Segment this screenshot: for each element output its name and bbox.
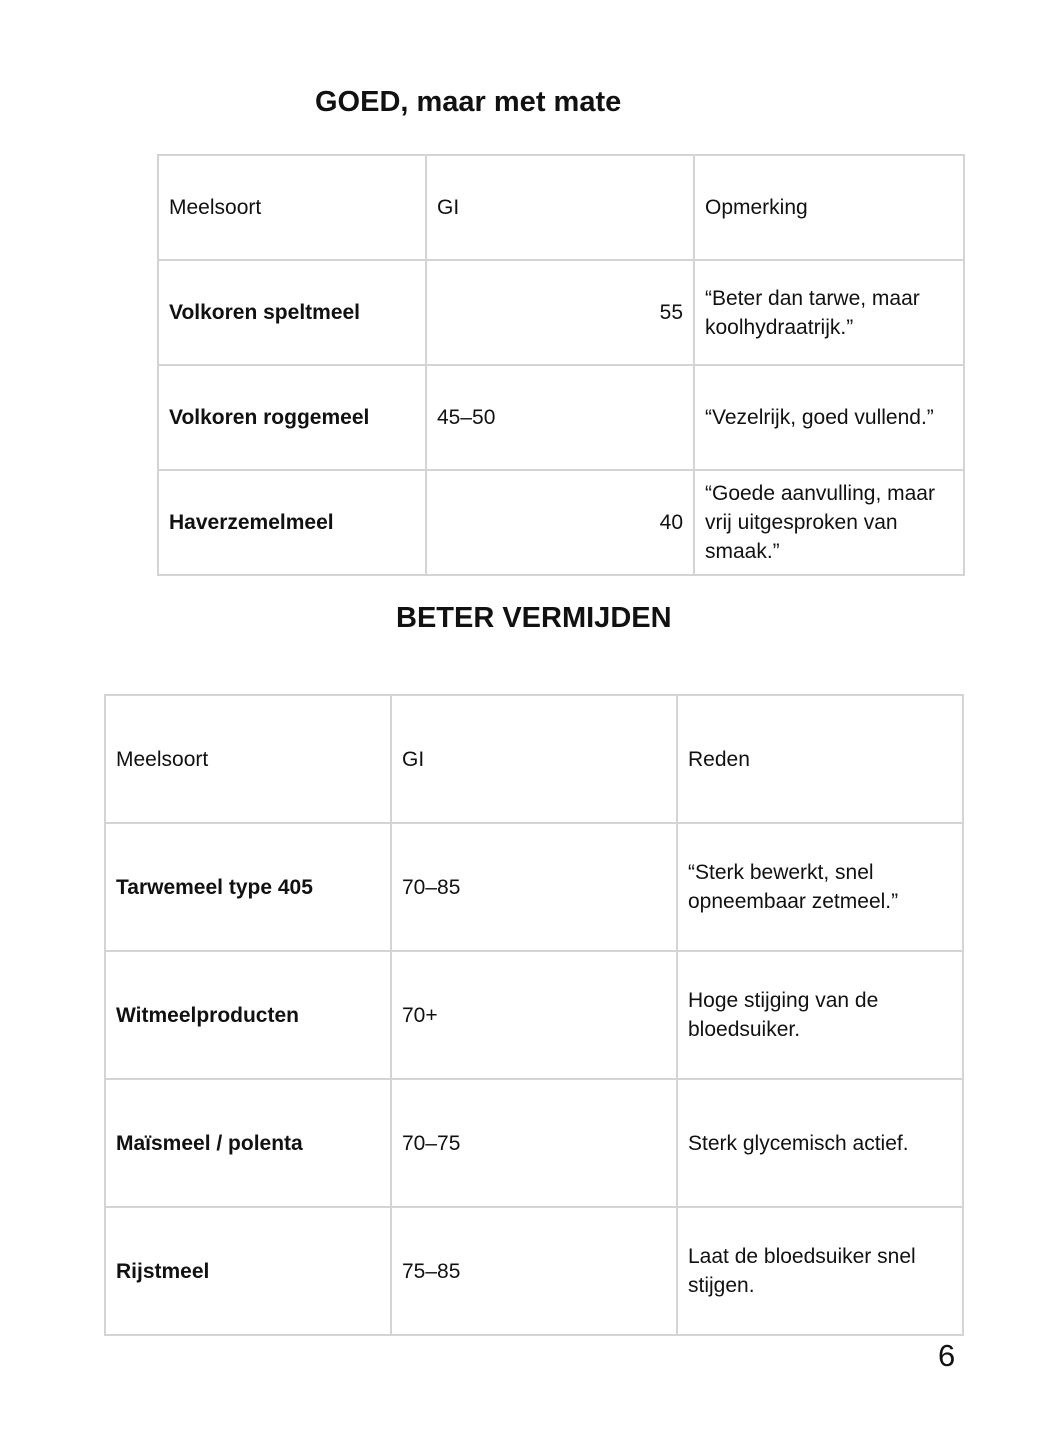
section-title-avoid: BETER VERMIJDEN xyxy=(396,602,672,634)
flour-name-cell: Volkoren speltmeel xyxy=(158,260,426,365)
table-header-row xyxy=(105,695,963,823)
reason-cell: Laat de bloedsuiker snel stijgen. xyxy=(677,1207,963,1335)
gi-cell: 55 xyxy=(426,260,694,365)
column-header-gi: GI xyxy=(426,155,694,260)
column-header-flour-type: Meelsoort xyxy=(158,155,426,260)
table-row xyxy=(158,260,964,365)
gi-cell: 40 xyxy=(426,470,694,575)
note-cell: “Beter dan tarwe, maar koolhydraatrijk.” xyxy=(694,260,964,365)
reason-cell: Sterk glycemisch actief. xyxy=(677,1079,963,1207)
table-row xyxy=(105,951,963,1079)
column-header-note: Opmerking xyxy=(694,155,964,260)
table-row xyxy=(158,365,964,470)
good-flour-table xyxy=(157,154,965,576)
gi-cell: 70–85 xyxy=(391,823,677,951)
column-header-flour-type: Meelsoort xyxy=(105,695,391,823)
column-header-reason: Reden xyxy=(677,695,963,823)
flour-name-cell: Volkoren roggemeel xyxy=(158,365,426,470)
gi-cell: 70+ xyxy=(391,951,677,1079)
flour-name-cell: Witmeelproducten xyxy=(105,951,391,1079)
page-number: 6 xyxy=(938,1338,956,1373)
gi-cell: 70–75 xyxy=(391,1079,677,1207)
table-row xyxy=(105,1079,963,1207)
note-cell: “Vezelrijk, goed vullend.” xyxy=(694,365,964,470)
table-header-row xyxy=(158,155,964,260)
avoid-flour-table xyxy=(104,694,964,1336)
gi-cell: 45–50 xyxy=(426,365,694,470)
flour-name-cell: Tarwemeel type 405 xyxy=(105,823,391,951)
table-row xyxy=(105,823,963,951)
section-title-good: GOED, maar met mate xyxy=(315,86,622,118)
table-row xyxy=(105,1207,963,1335)
column-header-gi: GI xyxy=(391,695,677,823)
gi-cell: 75–85 xyxy=(391,1207,677,1335)
flour-name-cell: Haverzemelmeel xyxy=(158,470,426,575)
flour-name-cell: Rijstmeel xyxy=(105,1207,391,1335)
note-cell: “Goede aanvulling, maar vrij uitgesproken van smaak.” xyxy=(694,470,964,575)
flour-name-cell: Maïsmeel / polenta xyxy=(105,1079,391,1207)
table-row xyxy=(158,470,964,575)
reason-cell: “Sterk bewerkt, snel opneembaar zetmeel.” xyxy=(677,823,963,951)
reason-cell: Hoge stijging van de bloedsuiker. xyxy=(677,951,963,1079)
